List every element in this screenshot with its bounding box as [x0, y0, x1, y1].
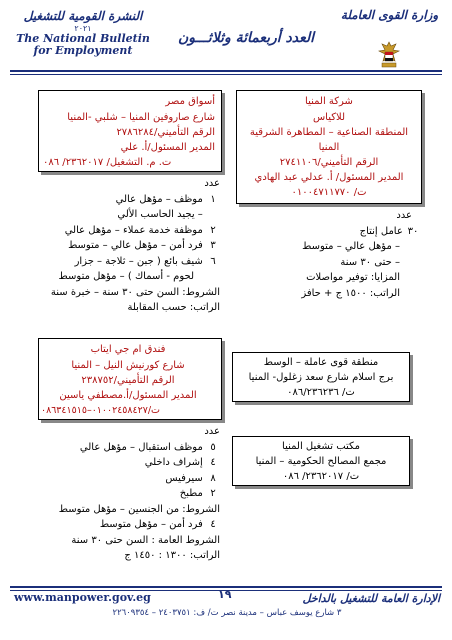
list-item: لحوم - أسماك ) – مؤهل متوسط [58, 271, 194, 282]
job-box-souq-misr [38, 90, 222, 172]
list-item: ٣٠ عامل إنتاج [359, 225, 419, 237]
office-address: مجمع المصالح الحكومية – المنيا [255, 456, 387, 467]
office-address: برج اسلام شارع سعد زغلول- المنيا [248, 372, 394, 383]
footer-address: ٣ شارع يوسف عباس – مدينة نصر ت/ ف: ٢٤٠٣٧٥١ – ٢٢٦٠٩٣٥٤ [112, 608, 342, 618]
manager-name: المدير المسئول/أ.مصطفي ياسين [59, 390, 197, 401]
company-phone: ت. م. التشغيل/ ٢٣٦٢٠١٧/ ٠٨٦ [43, 157, 172, 168]
insurance-number: الرقم التأميني/٢٧٤١١٠٦ [279, 157, 379, 168]
admin-name: الإدارة العامة للتشغيل بالداخل [302, 592, 440, 605]
company-area: المنطقة الصناعية – المطاهرة الشرقية [249, 127, 409, 138]
list-item: ٣ فرد أمن – مؤهل عالي – متوسط [68, 240, 216, 251]
list-item: ١ موظف – مؤهل عالي [115, 193, 216, 205]
company-phone: ت/٠١٠٠٢٤٥٨٤٢٧–٠٨٦٣٤١٥١٥ [41, 405, 160, 416]
office-phone: ت/ ٢٣٦٢٠١٧/ ٠٨٦ [282, 471, 360, 482]
list-item: ٢ مطبخ [179, 488, 216, 499]
company-address: شارع صاروفين المنيا – شلبي -المنيا [67, 112, 215, 123]
company-subtitle: للاكياس [312, 112, 346, 123]
conditions: الشروط: السن حتى ٣٠ سنة – خبرة سنة [50, 286, 220, 298]
ministry-name: وزارة القوى العاملة [340, 8, 439, 22]
company-address: شارع كورنيش النيل – المنيا [71, 360, 185, 371]
office-phone: ت/ ٠٨٦/٢٣٦٢٣٦ [287, 387, 355, 398]
insurance-number: الرقم التأميني/٢٣٨٧٥٢ [81, 375, 175, 386]
list-item: – حتى ٣٠ سنة [340, 256, 400, 268]
job-list-hotel [30, 424, 220, 564]
office-box-wasat [232, 352, 410, 402]
job-list-minya-company [236, 208, 420, 301]
list-item: ٨ سيرفيس [165, 472, 216, 484]
list-item: ٥ موظف استقبال – مؤهل عالي [79, 441, 216, 453]
benefits: المزايا: توفير مواصلات [306, 272, 400, 283]
count-label: عدد [396, 210, 412, 221]
bulletin-title-ar: النشرة القومية للتشغيل [23, 9, 143, 23]
general-conditions: الشروط العامة : السن حتى ٣٠ سنة [71, 534, 220, 546]
salary: الراتب: حسب المقابلة [127, 302, 220, 313]
conditions: الشروط: من الجنسين – مؤهل متوسط [58, 503, 220, 515]
company-city: المنيا [318, 142, 340, 153]
list-item: ٦ شيف بائع ( جبن – ثلاجة – جزار [74, 255, 216, 267]
company-name: أسواق مصر [165, 96, 215, 107]
bulletin-year: ٢٠٢١ [74, 24, 92, 33]
count-label: عدد [204, 178, 220, 189]
list-item: ٢ موظفة خدمة عملاء – مؤهل عالي [64, 224, 216, 236]
header-rule-thin [10, 74, 442, 75]
list-item: – يجيد الحاسب الألي [117, 209, 203, 220]
bulletin-title-en: The National Bulletin for Employment [16, 32, 150, 57]
bulletin-logo [8, 10, 158, 57]
office-box-minya [232, 436, 410, 486]
salary: الراتب: ١٣٠٠ : ١٤٥٠ ج [124, 550, 220, 561]
job-box-minya-company [236, 90, 422, 204]
issue-title: العدد أربعمائة وثلاثـــون [177, 30, 315, 46]
list-item: ٤ فرد أمن – مؤهل متوسط [99, 519, 216, 530]
manager-name: المدير المسئول/ أ. عدلي عبد الهادي [254, 172, 404, 183]
company-phone: ت/ ٠١٠٠٤٧١١٧٧٠ [291, 187, 367, 198]
page-number: ١٩ [218, 588, 232, 601]
list-item: – مؤهل عالي – متوسط [302, 241, 400, 252]
company-name: فندق ام جي ايتاب [90, 344, 166, 355]
company-name: شركة المنيا [305, 96, 353, 107]
count-label: عدد [204, 426, 220, 437]
office-title: مكتب تشغيل المنيا [282, 441, 360, 452]
salary: الراتب: ١٥٠٠ ج + حافز [301, 287, 400, 299]
header-rule [10, 70, 442, 72]
egypt-eagle-emblem-icon [378, 40, 400, 70]
list-item: ٤ إشراف داخلي [144, 457, 216, 468]
job-list-souq-misr [30, 176, 220, 316]
insurance-number: الرقم التأميني/٢٧٨٦٢٨٤ [116, 127, 215, 138]
job-box-hotel [38, 338, 222, 420]
website-link[interactable]: www.manpower.gov.eg [14, 591, 151, 604]
manager-name: المدير المسئول/أ. علي [120, 142, 215, 153]
office-title: منطقة قوى عاملة – الوسط [263, 357, 379, 368]
